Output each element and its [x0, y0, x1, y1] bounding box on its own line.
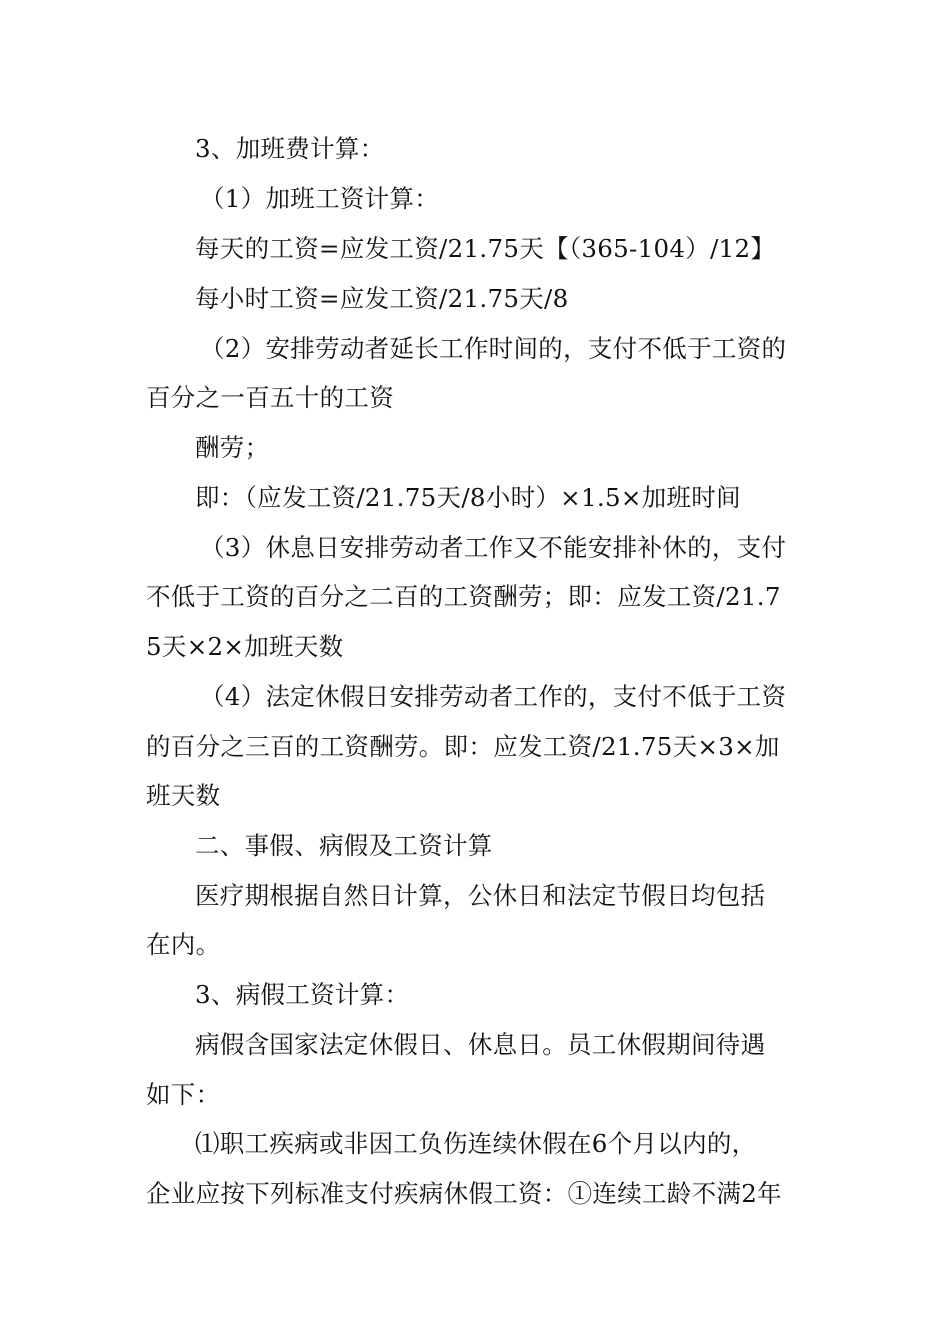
- paragraph-holiday-line-1: （4）法定休假日安排劳动者工作的，支付不低于工资: [200, 682, 787, 711]
- paragraph-medical-period-line-1: 医疗期根据自然日计算，公休日和法定节假日均包括: [195, 881, 766, 910]
- paragraph-holiday-line-2: 的百分之三百的工资酬劳。即：应发工资/21.75天×3×加: [146, 732, 780, 761]
- paragraph-rest-day-line-3: 5天×2×加班天数: [146, 632, 344, 661]
- paragraph-sick-leave-line-2: 如下：: [146, 1080, 221, 1109]
- paragraph-holiday-line-3: 班天数: [146, 781, 221, 810]
- paragraph-rest-day-line-2: 不低于工资的百分之二百的工资酬劳；即：应发工资/21.7: [146, 582, 781, 611]
- section-heading-overtime-pay: 3、加班费计算：: [195, 134, 385, 163]
- paragraph-sick-pay-rule-line-2: 企业应按下列标准支付疾病休假工资：①连续工龄不满2年: [146, 1179, 782, 1208]
- paragraph-medical-period-line-2: 在内。: [146, 930, 221, 959]
- section-heading-leave: 二、事假、病假及工资计算: [195, 831, 493, 860]
- formula-daily-wage: 每天的工资=应发工资/21.75天【（365-104）/12】: [195, 234, 776, 263]
- section-heading-sick-pay: 3、病假工资计算：: [195, 980, 410, 1009]
- paragraph-extended-hours-line-2: 百分之一百五十的工资: [146, 383, 394, 412]
- paragraph-extended-hours-line-1: （2）安排劳动者延长工作时间的，支付不低于工资的: [200, 334, 787, 363]
- paragraph-extended-hours-line-3: 酬劳；: [195, 433, 270, 462]
- paragraph-sick-leave-line-1: 病假含国家法定休假日、休息日。员工休假期间待遇: [195, 1030, 766, 1059]
- formula-hourly-wage: 每小时工资=应发工资/21.75天/8: [195, 284, 569, 313]
- subheading-overtime-wage-calc: （1）加班工资计算：: [200, 184, 440, 213]
- formula-extended-hours: 即：（应发工资/21.75天/8小时）×1.5×加班时间: [195, 483, 741, 512]
- paragraph-rest-day-line-1: （3）休息日安排劳动者工作又不能安排补休的，支付: [200, 533, 787, 562]
- paragraph-sick-pay-rule-line-1: ⑴职工疾病或非因工负伤连续休假在6个月以内的，: [195, 1129, 757, 1158]
